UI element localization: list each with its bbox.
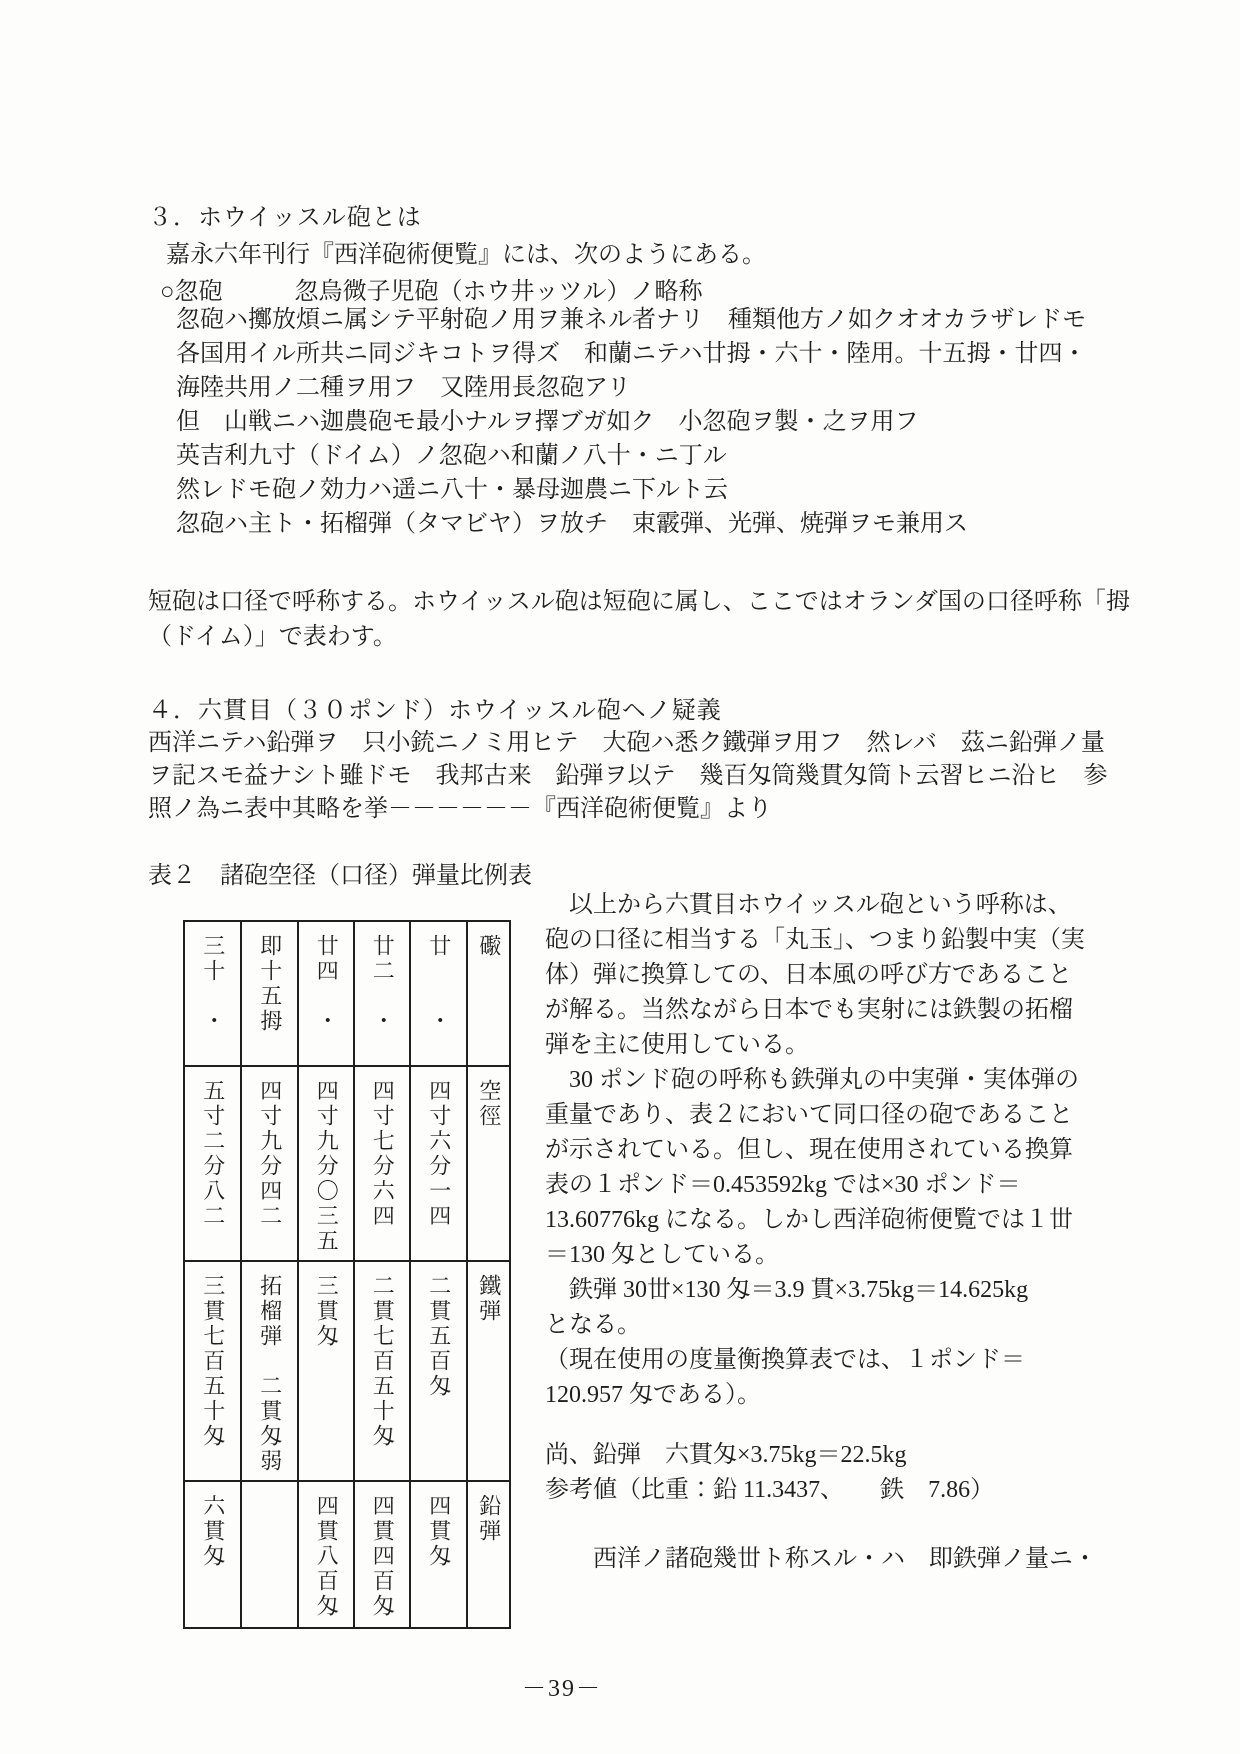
- caliber-comparison-table: [183, 920, 511, 1629]
- table-row: [184, 1481, 510, 1628]
- table-header-cell: 鐵弾: [476, 1274, 502, 1324]
- body-line: 鉄弾 30丗×130 匁＝3.9 貫×3.75kg＝14.625kg: [545, 1277, 1029, 1303]
- quote-line: 英吉利九寸（ドイム）ノ忽砲ハ和蘭ノ八十・ニ丁ル: [176, 443, 727, 469]
- body-line: 参考値（比重：鉛 11.3437、 鉄 7.86）: [545, 1477, 995, 1503]
- body-line: （現在使用の度量衡換算表では、１ポンド＝: [545, 1347, 1025, 1373]
- body-line: 重量であり、表２において同口径の砲であること: [545, 1102, 1073, 1128]
- body-line: 弾を主に使用している。: [545, 1032, 809, 1058]
- table-cell: 三十 ・: [200, 934, 226, 1034]
- table-cell: 五寸二分八二: [200, 1079, 226, 1229]
- section3-quote-block: [176, 303, 1087, 541]
- paragraph-line: ヲ記スモ益ナシト雖ドモ 我邦古来 鉛弾ヲ以テ 幾百匁筒幾貫匁筒ト云習ヒニ沿ヒ 参: [148, 763, 1108, 789]
- paragraph-line: 西洋ニテハ鉛弾ヲ 只小銃ニノミ用ヒテ 大砲ハ悉ク鐵弾ヲ用フ 然レバ 茲ニ鉛弾ノ量: [148, 730, 1105, 756]
- table-cell: 三貫七百五十匁: [200, 1274, 226, 1449]
- body-line: 30 ポンド砲の呼称も鉄弾丸の中実弾・実体弾の: [545, 1067, 1079, 1093]
- table-cell: 二貫七百五十匁: [370, 1274, 396, 1449]
- section3-intro-line: 嘉永六年刊行『西洋砲術便覧』には、次のようにある。: [166, 242, 766, 268]
- table-cell: 四寸九分四二: [257, 1079, 283, 1229]
- table-cell: 四寸九分〇三五: [314, 1079, 340, 1254]
- right-column-block2: [545, 1438, 994, 1508]
- body-line: が示されている。但し、現在使用されている換算: [545, 1137, 1073, 1163]
- paragraph-line: 照ノ為ニ表中其略を挙－－－－－－『西洋砲術便覧』より: [148, 796, 772, 822]
- table-header-cell: 礮: [476, 934, 502, 959]
- section3-heading: ３．ホウイッスル砲とは: [148, 205, 422, 231]
- body-line: が解る。当然ながら日本でも実射には鉄製の拓榴: [545, 997, 1073, 1023]
- table-cell: 四貫八百匁: [314, 1494, 340, 1619]
- quote-line: 海陸共用ノ二種ヲ用フ 又陸用長忽砲アリ: [176, 375, 632, 401]
- paragraph-line: 短砲は口径で呼称する。ホウイッスル砲は短砲に属し、ここではオランダ国の口径呼称「拇: [148, 589, 1130, 615]
- table-row: [184, 1066, 510, 1261]
- table-cell: 二貫五百匁: [426, 1274, 452, 1399]
- table-cell: 三貫匁: [314, 1274, 340, 1349]
- quote-line: 各国用イル所共ニ同ジキコトヲ得ズ 和蘭ニテハ廿拇・六十・陸用。十五拇・廿四・: [176, 341, 1087, 367]
- body-line: 以上から六貫目ホウイッスル砲という呼称は、: [545, 892, 1072, 918]
- body-line: 120.957 匁である）。: [545, 1382, 761, 1408]
- table-cell: 即十五拇: [257, 934, 283, 1034]
- right-column-block1: [545, 888, 1085, 1413]
- table-cell: 四寸七分六四: [370, 1079, 396, 1229]
- body-line: 砲の口径に相当する「丸玉」、つまり鉛製中実（実: [545, 927, 1085, 953]
- table-cell: 六貫匁: [200, 1494, 226, 1569]
- table-row: [184, 921, 510, 1066]
- table-cell: 廿二 ・: [370, 934, 396, 1034]
- paragraph-line: （ドイム）」で表わす。: [148, 624, 397, 650]
- table-cell: 四寸六分一四: [426, 1079, 452, 1229]
- body-line: 尚、鉛弾 六貫匁×3.75kg＝22.5kg: [545, 1442, 907, 1468]
- quote-line: 但 山戦ニハ迦農砲モ最小ナルヲ擇ブガ如ク 小忽砲ヲ製・之ヲ用フ: [176, 409, 919, 435]
- table-cell: 廿四 ・: [314, 934, 340, 1034]
- table-header-cell: 空徑: [476, 1079, 502, 1129]
- page-number: －39－: [522, 1676, 602, 1702]
- body-line: ＝130 匁としている。: [545, 1242, 779, 1268]
- body-line: 13.60776kg になる。しかし西洋砲術便覧では１丗: [545, 1207, 1073, 1233]
- quote-line: 然レドモ砲ノ効力ハ遥ニ八十・暴母迦農ニ下ルト云: [176, 477, 728, 503]
- section4-paragraph: [148, 727, 1108, 826]
- body-line: 体）弾に換算しての、日本風の呼び方であること: [545, 962, 1073, 988]
- table-cell: 四貫匁: [426, 1494, 452, 1569]
- body-line: 表の１ポンド＝0.453592kg では×30 ポンド＝: [545, 1172, 1021, 1198]
- right-column-closing-line: 西洋ノ諸砲幾丗ト称スル・ハ 即鉄弾ノ量ニ・: [545, 1546, 1097, 1572]
- body-line: となる。: [545, 1312, 641, 1338]
- table-cell: 拓榴弾 二貫匁弱: [257, 1274, 283, 1474]
- section3-term-line: ○忽砲 忽烏微子児砲（ホウ井ッツル）ノ略称: [160, 279, 703, 305]
- table-cell: 廿 ・: [426, 934, 452, 1034]
- table-row: [184, 1261, 510, 1481]
- section4-heading: ４．六貫目（３０ポンド）ホウイッスル砲ヘノ疑義: [148, 698, 722, 724]
- table-cell: 四貫四百匁: [370, 1494, 396, 1619]
- quote-line: 忽砲ハ主ト・拓榴弾（タマビヤ）ヲ放チ 束霰弾、光弾、焼弾ヲモ兼用ス: [176, 511, 968, 537]
- section3-paragraph: [148, 585, 1130, 655]
- quote-line: 忽砲ハ擲放煩ニ属シテ平射砲ノ用ヲ兼ネル者ナリ 種類他方ノ如クオオカラザレドモ: [176, 307, 1087, 333]
- table-caption: 表２ 諸砲空径（口径）弾量比例表: [148, 863, 532, 889]
- table-header-cell: 鉛弾: [476, 1494, 502, 1544]
